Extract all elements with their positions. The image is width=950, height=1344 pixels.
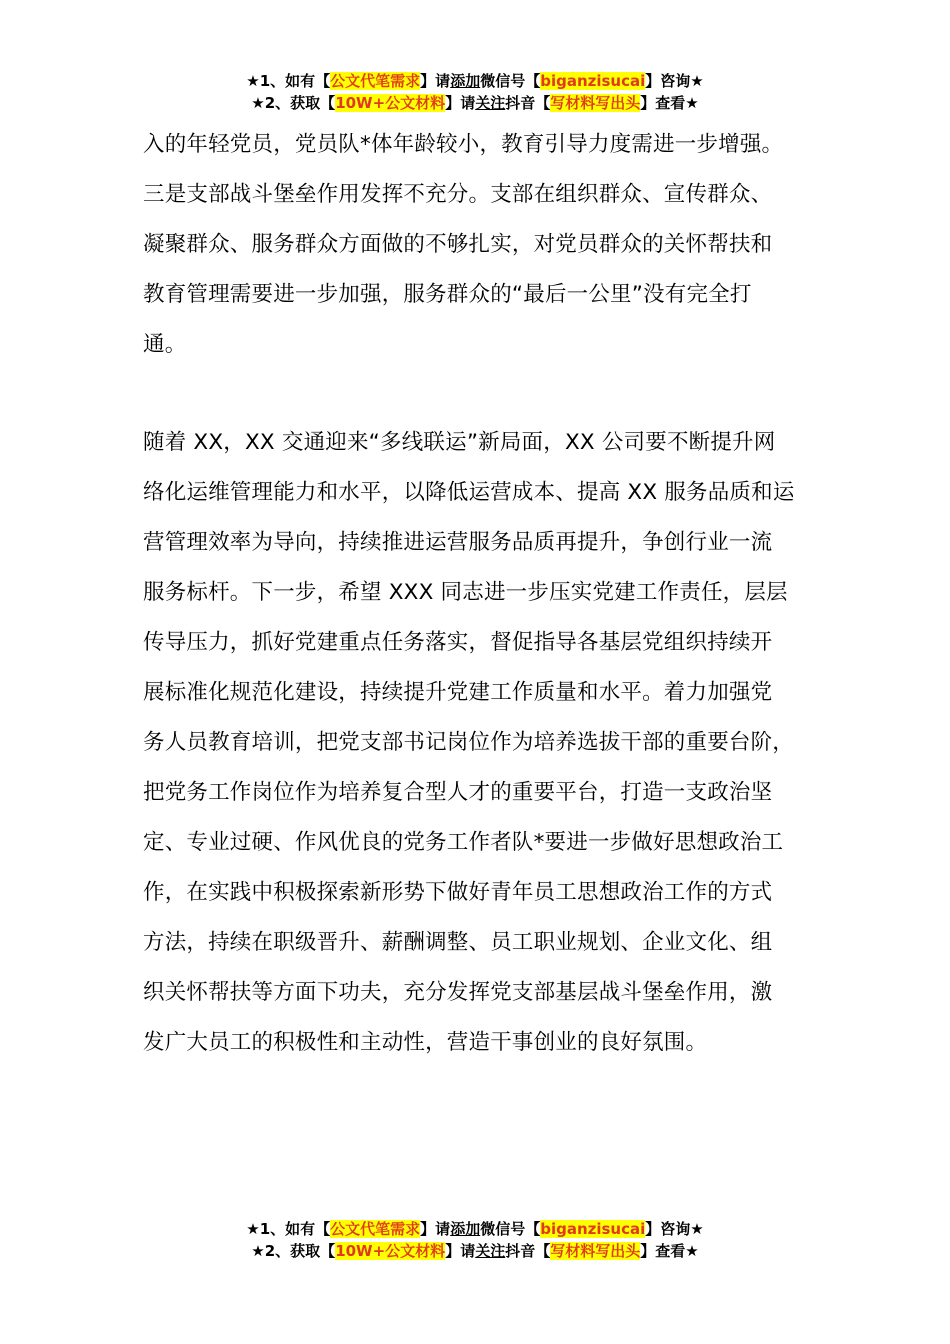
text-line: 三是支部战斗堡垒作用发挥不充分。支部在组织群众、宣传群众、: [143, 182, 773, 207]
text-line: 服务标杆。下一步，希望 XXX 同志进一步压实党建工作责任，层层: [143, 580, 788, 605]
text-line: 通。: [143, 332, 187, 357]
banner-text: 】咨询★: [645, 72, 704, 90]
text-line: 把党务工作岗位作为培养复合型人才的重要平台，打造一支政治坚: [143, 780, 773, 805]
banner-highlight-douyin-id: 写材料写出头: [550, 94, 641, 112]
banner-text: 微信号【: [480, 72, 541, 90]
footer-banner-line-1: [0, 1218, 950, 1240]
text-line: 传导压力，抓好党建重点任务落实，督促指导各基层党组织持续开: [143, 630, 773, 655]
text-line: 定、专业过硬、作风优良的党务工作者队*要进一步做好思想政治工: [143, 830, 784, 855]
banner-highlight-materials: 10W+公文材料: [335, 1242, 446, 1260]
banner-highlight-douyin-id: 写材料写出头: [550, 1242, 641, 1260]
text-line: 络化运维管理能力和水平，以降低运营成本、提高 XX 服务品质和运: [143, 480, 795, 505]
banner-highlight-service: 公文代笔需求: [330, 1220, 421, 1238]
banner-text: 】请: [420, 1220, 451, 1238]
banner-text: 】请: [420, 72, 451, 90]
footer-banner-line-2: [0, 1240, 950, 1262]
footer-banner: [0, 1218, 950, 1262]
banner-text: 抖音【: [505, 94, 551, 112]
banner-emphasis: 关注: [475, 1242, 506, 1260]
text-line: 展标准化规范化建设，持续提升党建工作质量和水平。着力加强党: [143, 680, 773, 705]
text-line: 务人员教育培训，把党支部书记岗位作为培养选拔干部的重要台阶，: [143, 730, 795, 755]
banner-text: 】请: [445, 1242, 476, 1260]
banner-text: 微信号【: [480, 1220, 541, 1238]
banner-text: 】查看★: [640, 1242, 699, 1260]
banner-text: ★1、如有【: [246, 72, 331, 90]
paragraph-2: [143, 418, 843, 1068]
text-line: 发广大员工的积极性和主动性，营造干事创业的良好氛围。: [143, 1030, 708, 1055]
banner-text: 抖音【: [505, 1242, 551, 1260]
banner-text: 】咨询★: [645, 1220, 704, 1238]
banner-highlight-service: 公文代笔需求: [330, 72, 421, 90]
text-line: 织关怀帮扶等方面下功夫，充分发挥党支部基层战斗堡垒作用，激: [143, 980, 773, 1005]
paragraph-1: [143, 120, 843, 370]
banner-text: 】查看★: [640, 94, 699, 112]
banner-text: ★2、获取【: [251, 1242, 336, 1260]
banner-highlight-materials: 10W+公文材料: [335, 94, 446, 112]
text-line: 随着 XX，XX 交通迎来“多线联运”新局面，XX 公司要不断提升网: [143, 430, 776, 455]
banner-text: ★2、获取【: [251, 94, 336, 112]
header-banner-line-2: [0, 92, 950, 114]
banner-highlight-wechat-id: biganzisucai: [540, 1220, 646, 1238]
text-line: 入的年轻党员，党员队*体年龄较小，教育引导力度需进一步增强。: [143, 132, 784, 157]
banner-highlight-wechat-id: biganzisucai: [540, 72, 646, 90]
text-line: 凝聚群众、服务群众方面做的不够扎实，对党员群众的关怀帮扶和: [143, 232, 773, 257]
header-banner: [0, 70, 950, 114]
text-line: 方法，持续在职级晋升、薪酬调整、员工职业规划、企业文化、组: [143, 930, 773, 955]
header-banner-line-1: [0, 70, 950, 92]
text-line: 营管理效率为导向，持续推进运营服务品质再提升，争创行业一流: [143, 530, 773, 555]
banner-emphasis: 添加: [450, 1220, 481, 1238]
banner-emphasis: 关注: [475, 94, 506, 112]
text-line: 教育管理需要进一步加强，服务群众的“最后一公里”没有完全打: [143, 282, 752, 307]
banner-text: 】请: [445, 94, 476, 112]
banner-text: ★1、如有【: [246, 1220, 331, 1238]
banner-emphasis: 添加: [450, 72, 481, 90]
text-line: 作，在实践中积极探索新形势下做好青年员工思想政治工作的方式: [143, 880, 773, 905]
